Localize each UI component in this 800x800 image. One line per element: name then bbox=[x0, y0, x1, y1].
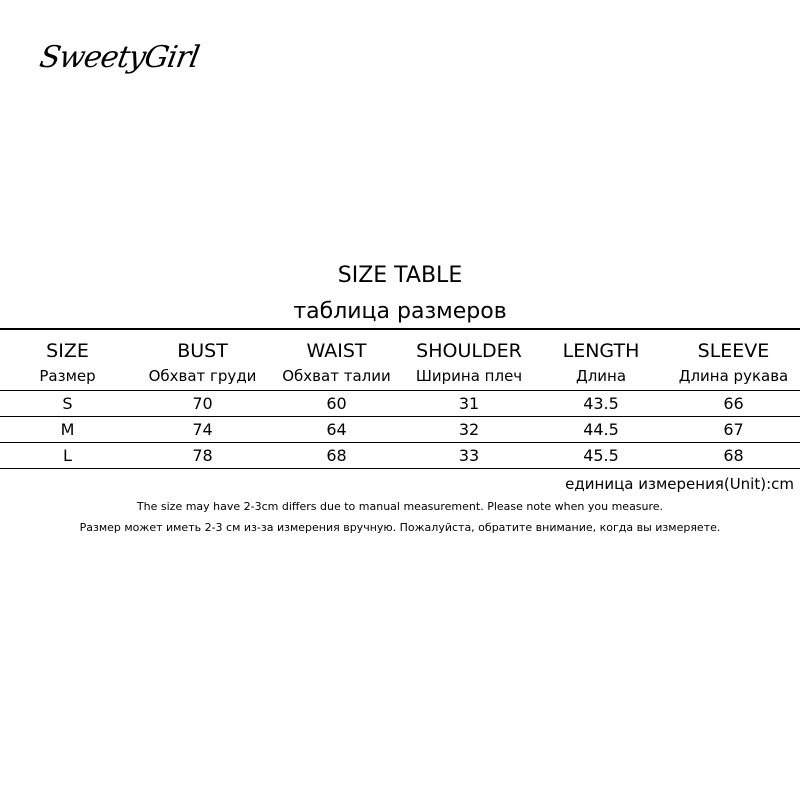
length-cell: 43.5 bbox=[535, 391, 667, 417]
measurement-note-ru: Размер может иметь 2-3 см из-за измерения вручную. Пожалуйста, обратите внимание, когда вы измеряете. bbox=[79, 521, 721, 534]
header-shoulder-ru: Ширина плеч bbox=[403, 362, 535, 391]
bust-cell: 74 bbox=[135, 417, 270, 443]
measurement-note-en: The size may have 2-3cm differs due to manual measurement. Please note when you measure. bbox=[136, 500, 664, 513]
size-cell: M bbox=[0, 417, 135, 443]
header-sleeve-ru: Длина рукава bbox=[667, 362, 800, 391]
table-row bbox=[0, 443, 800, 469]
sleeve-cell: 68 bbox=[667, 443, 800, 469]
header-length: LENGTH bbox=[535, 329, 667, 362]
header-bust-ru: Обхват груди bbox=[135, 362, 270, 391]
size-cell: L bbox=[0, 443, 135, 469]
bust-cell: 78 bbox=[135, 443, 270, 469]
header-size-ru: Размер bbox=[0, 362, 135, 391]
size-cell: S bbox=[0, 391, 135, 417]
waist-cell: 60 bbox=[270, 391, 403, 417]
header-row-ru bbox=[0, 362, 800, 391]
shoulder-cell: 31 bbox=[403, 391, 535, 417]
header-length-ru: Длина bbox=[535, 362, 667, 391]
sleeve-cell: 67 bbox=[667, 417, 800, 443]
waist-cell: 68 bbox=[270, 443, 403, 469]
bust-cell: 70 bbox=[135, 391, 270, 417]
shoulder-cell: 32 bbox=[403, 417, 535, 443]
header-shoulder: SHOULDER bbox=[403, 329, 535, 362]
header-bust: BUST bbox=[135, 329, 270, 362]
size-table bbox=[0, 328, 800, 469]
header-size: SIZE bbox=[0, 329, 135, 362]
unit-note: единица измерения(Unit):cm bbox=[565, 475, 794, 493]
shoulder-cell: 33 bbox=[403, 443, 535, 469]
table-row bbox=[0, 417, 800, 443]
length-cell: 44.5 bbox=[535, 417, 667, 443]
size-table-title-ru: таблица размеров bbox=[293, 299, 507, 324]
table-row bbox=[0, 391, 800, 417]
header-waist-ru: Обхват талии bbox=[270, 362, 403, 391]
brand-logo: SweetyGirl bbox=[36, 40, 202, 75]
header-row-en bbox=[0, 329, 800, 362]
waist-cell: 64 bbox=[270, 417, 403, 443]
header-sleeve: SLEEVE bbox=[667, 329, 800, 362]
header-waist: WAIST bbox=[270, 329, 403, 362]
length-cell: 45.5 bbox=[535, 443, 667, 469]
size-table-title: SIZE TABLE bbox=[337, 263, 463, 288]
sleeve-cell: 66 bbox=[667, 391, 800, 417]
